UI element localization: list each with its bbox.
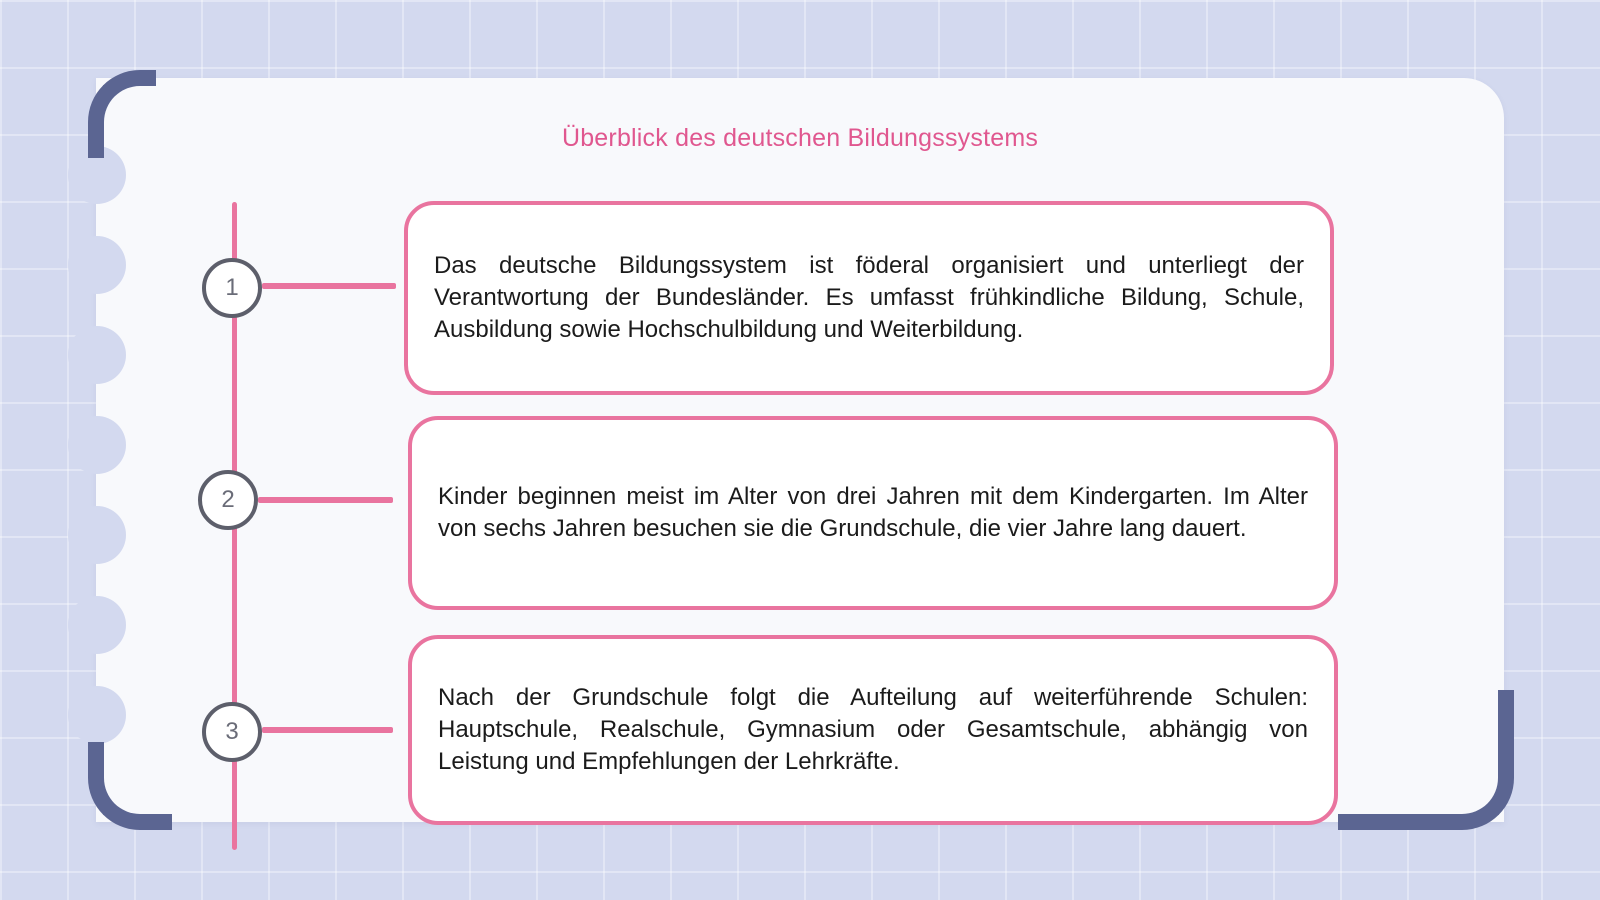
step-text-3: Nach der Grundschule folgt die Aufteilung auf weiterführende Schulen: Hauptschule, Realschule, Gymnasium oder Gesamtschule, abhängig von Leistung und Empfehlungen der Lehrkräfte. bbox=[438, 684, 1308, 775]
frame-corner-bottom-right bbox=[1338, 690, 1514, 830]
step-number-3: 3 bbox=[202, 702, 262, 762]
step-text-2: Kinder beginnen meist im Alter von drei Jahren mit dem Kindergarten. Im Alter von sechs Jahren besuchen sie die Grundschule, die vier Jahre lang dauert. bbox=[438, 483, 1308, 542]
step-connector-2 bbox=[258, 497, 393, 503]
step-box-2 bbox=[408, 416, 1338, 610]
page-scallop bbox=[68, 326, 126, 384]
step-box-1 bbox=[404, 201, 1334, 395]
page-title: Überblick des deutschen Bildungssystems bbox=[561, 124, 1039, 152]
page-scallop bbox=[68, 236, 126, 294]
step-connector-1 bbox=[262, 283, 396, 289]
page-scallop bbox=[68, 596, 126, 654]
step-number-2: 2 bbox=[198, 470, 258, 530]
step-connector-3 bbox=[262, 727, 393, 733]
page-scallop bbox=[68, 416, 126, 474]
page-scallop bbox=[68, 686, 126, 744]
step-box-3 bbox=[408, 635, 1338, 825]
step-text-1: Das deutsche Bildungssystem ist föderal organisiert und unterliegt der Verantwortung der Bundesländer. Es umfasst frühkindliche Bildung, Schule, Ausbildung sowie Hochschulbildung und Weiterbildung. bbox=[434, 252, 1304, 343]
step-number-1: 1 bbox=[202, 258, 262, 318]
page-scallop bbox=[68, 506, 126, 564]
